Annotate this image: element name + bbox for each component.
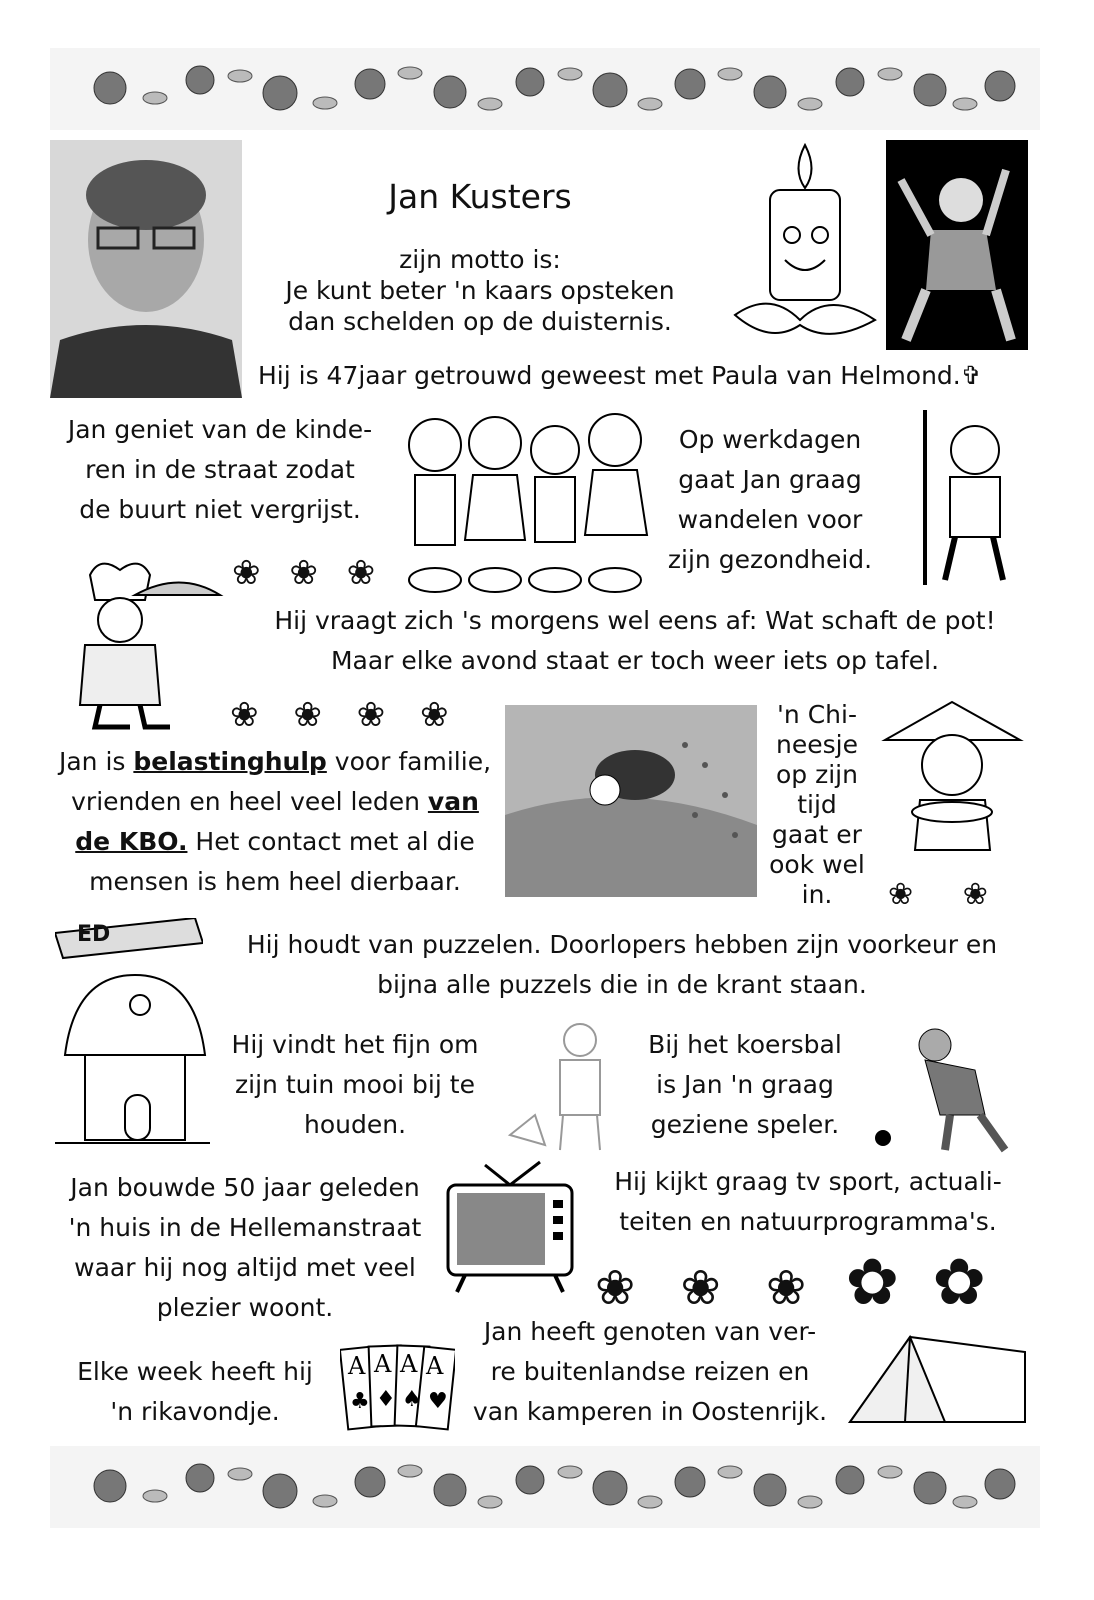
heart-icon: ♥ bbox=[428, 1389, 448, 1414]
tent-illustration bbox=[845, 1322, 1030, 1432]
walk-line: wandelen voor bbox=[677, 505, 863, 534]
chinese-line: 'n Chi- bbox=[777, 700, 857, 729]
daisy-icon: ❀ bbox=[289, 553, 318, 593]
tax-line: mensen is hem heel dierbaar. bbox=[89, 867, 461, 896]
kids-line: ren in de straat zodat bbox=[85, 455, 355, 484]
four-aces-icon bbox=[340, 1338, 455, 1438]
kids-text bbox=[50, 410, 390, 530]
garden-text bbox=[210, 1025, 500, 1145]
daisy-icon: ✿ bbox=[845, 1246, 900, 1320]
chinese-line: ook wel bbox=[769, 850, 865, 879]
portrait-photo bbox=[50, 140, 242, 398]
tax-line bbox=[50, 782, 500, 822]
garden-line: houden. bbox=[303, 1110, 407, 1139]
tax-highlight: van bbox=[427, 787, 479, 816]
money-photo bbox=[505, 705, 757, 897]
puzzle-line: Hij houdt van puzzelen. Doorlopers hebben zijn voorkeur en bbox=[246, 930, 998, 959]
cards-line: 'n rikavondje. bbox=[110, 1397, 280, 1426]
house-line: waar hij nog altijd met veel bbox=[74, 1253, 416, 1282]
chinese-line: tijd bbox=[797, 790, 837, 819]
daisy-icon: ❀ bbox=[346, 553, 376, 593]
koersbal-line: is Jan 'n graag bbox=[656, 1070, 834, 1099]
travel-text bbox=[460, 1312, 840, 1432]
club-icon: ♣ bbox=[350, 1389, 370, 1414]
diamond-icon: ♦ bbox=[376, 1387, 396, 1412]
chinese-man-illustration bbox=[880, 700, 1025, 875]
cross-icon: ✞ bbox=[960, 361, 982, 390]
daisy-icon: ❀ bbox=[962, 877, 988, 912]
tax-line bbox=[50, 822, 500, 862]
tv-line: teiten en natuurprogramma's. bbox=[619, 1207, 997, 1236]
garden-line: Hij vindt het fijn om bbox=[231, 1030, 479, 1059]
walk-line: zijn gezondheid. bbox=[667, 545, 873, 574]
daisy-icon: ❀ bbox=[232, 553, 261, 593]
food-text bbox=[230, 601, 1040, 681]
cards-line: Elke week heeft hij bbox=[77, 1357, 313, 1386]
page-title: Jan Kusters bbox=[388, 177, 572, 216]
gardener-icon bbox=[505, 1015, 625, 1155]
tax-highlight: belastinghulp bbox=[133, 747, 327, 776]
chef-illustration bbox=[50, 555, 230, 735]
flower-garland-icon bbox=[50, 48, 1040, 130]
daisy-icon: ✿ bbox=[932, 1246, 986, 1320]
tv-icon bbox=[445, 1160, 575, 1295]
tax-mid: voor familie, bbox=[326, 747, 492, 776]
chinese-line: neesje bbox=[776, 730, 858, 759]
kids-line: Jan geniet van de kinde- bbox=[67, 415, 373, 444]
house-line: Jan bouwde 50 jaar geleden bbox=[70, 1173, 420, 1202]
motto-line1: Je kunt beter 'n kaars opsteken bbox=[285, 276, 675, 305]
tax-line3: Het contact met al die bbox=[187, 827, 475, 856]
playing-cards-illustration bbox=[340, 1338, 455, 1438]
mushroom-house-icon bbox=[55, 965, 210, 1155]
daisy-icon: ❀ bbox=[230, 695, 259, 735]
puzzle-line: bijna alle puzzels die in de krant staan. bbox=[377, 970, 867, 999]
top-floral-border bbox=[50, 48, 1040, 130]
motto-line2: dan schelden op de duisternis. bbox=[288, 307, 672, 336]
mushroom-house-illustration bbox=[55, 965, 210, 1155]
flower-row bbox=[595, 1248, 1035, 1318]
newspaper-label: ED bbox=[77, 922, 111, 947]
koersbal-line: geziene speler. bbox=[650, 1110, 840, 1139]
chinese-line: gaat er bbox=[772, 820, 862, 849]
card-rank: A bbox=[400, 1350, 418, 1378]
candle-illustration bbox=[730, 140, 880, 350]
puzzle-text bbox=[212, 925, 1032, 1005]
tv-line: Hij kijkt graag tv sport, actuali- bbox=[614, 1167, 1002, 1196]
walk-text bbox=[660, 420, 880, 580]
spade-icon: ♠ bbox=[402, 1387, 422, 1412]
hiker-icon bbox=[905, 405, 1015, 590]
tent-icon bbox=[845, 1322, 1030, 1432]
walk-line: Op werkdagen bbox=[678, 425, 862, 454]
angry-man-icon bbox=[886, 140, 1028, 350]
candle-icon bbox=[730, 140, 880, 350]
food-line: Maar elke avond staat er toch weer iets op tafel. bbox=[330, 646, 940, 675]
children-illustration bbox=[395, 405, 660, 595]
house-line: 'n huis in de Hellemanstraat bbox=[68, 1213, 422, 1242]
duck-money-icon bbox=[505, 705, 757, 897]
chinese-text bbox=[762, 700, 872, 910]
house-line: plezier woont. bbox=[156, 1293, 334, 1322]
chef-icon bbox=[50, 555, 230, 735]
bottom-floral-border bbox=[50, 1446, 1040, 1528]
card-rank: A bbox=[426, 1352, 444, 1380]
hiker-illustration bbox=[905, 405, 1015, 590]
married-text: Hij is 47jaar getrouwd geweest met Paula van Helmond. bbox=[258, 361, 961, 390]
gardener-illustration bbox=[505, 1015, 625, 1155]
flower-row bbox=[230, 695, 480, 735]
koersbal-text bbox=[630, 1025, 860, 1145]
card-rank: A bbox=[348, 1352, 366, 1380]
daisy-icon: ❀ bbox=[888, 877, 914, 912]
food-line: Hij vraagt zich 's morgens wel eens af: Wat schaft de pot! bbox=[274, 606, 996, 635]
travel-line: Jan heeft genoten van ver- bbox=[483, 1317, 817, 1346]
flower-garland-icon bbox=[50, 1446, 1040, 1528]
kids-line: de buurt niet vergrijst. bbox=[79, 495, 361, 524]
cards-text bbox=[50, 1352, 340, 1432]
man-portrait-icon bbox=[50, 140, 242, 398]
tax-pre: Jan is bbox=[58, 747, 134, 776]
tax-line bbox=[50, 742, 500, 782]
travel-line: van kamperen in Oostenrijk. bbox=[472, 1397, 828, 1426]
house-text bbox=[50, 1168, 440, 1328]
newspaper-illustration bbox=[55, 918, 203, 960]
card-rank: A bbox=[374, 1350, 392, 1378]
tax-line2: vrienden en heel veel leden bbox=[71, 787, 428, 816]
travel-line: re buitenlandse reizen en bbox=[490, 1357, 810, 1386]
chinese-man-icon bbox=[880, 700, 1025, 875]
daisy-icon: ❀ bbox=[356, 695, 386, 735]
flower-row bbox=[232, 553, 392, 593]
daisy-icon: ❀ bbox=[595, 1260, 636, 1316]
motto-block bbox=[250, 244, 710, 337]
bowler-icon bbox=[865, 1020, 1030, 1160]
motto-intro: zijn motto is: bbox=[399, 245, 561, 274]
daisy-icon: ❀ bbox=[419, 695, 449, 735]
daisy-icon: ❀ bbox=[680, 1260, 721, 1316]
tax-text bbox=[50, 742, 500, 902]
koersbal-line: Bij het koersbal bbox=[648, 1030, 842, 1059]
angry-man-illustration bbox=[886, 140, 1028, 350]
garden-line: zijn tuin mooi bij te bbox=[235, 1070, 475, 1099]
daisy-icon: ❀ bbox=[765, 1260, 807, 1316]
walk-line: gaat Jan graag bbox=[678, 465, 862, 494]
bowler-illustration bbox=[865, 1020, 1030, 1160]
tv-illustration bbox=[445, 1160, 575, 1295]
tax-highlight: de KBO. bbox=[75, 827, 188, 856]
children-icon bbox=[395, 405, 660, 595]
married-line bbox=[258, 356, 1038, 396]
chinese-line: in. bbox=[801, 880, 833, 909]
flower-row bbox=[888, 875, 1028, 915]
chinese-line: op zijn bbox=[776, 760, 858, 789]
tv-text bbox=[578, 1162, 1038, 1242]
daisy-icon: ❀ bbox=[293, 695, 322, 735]
